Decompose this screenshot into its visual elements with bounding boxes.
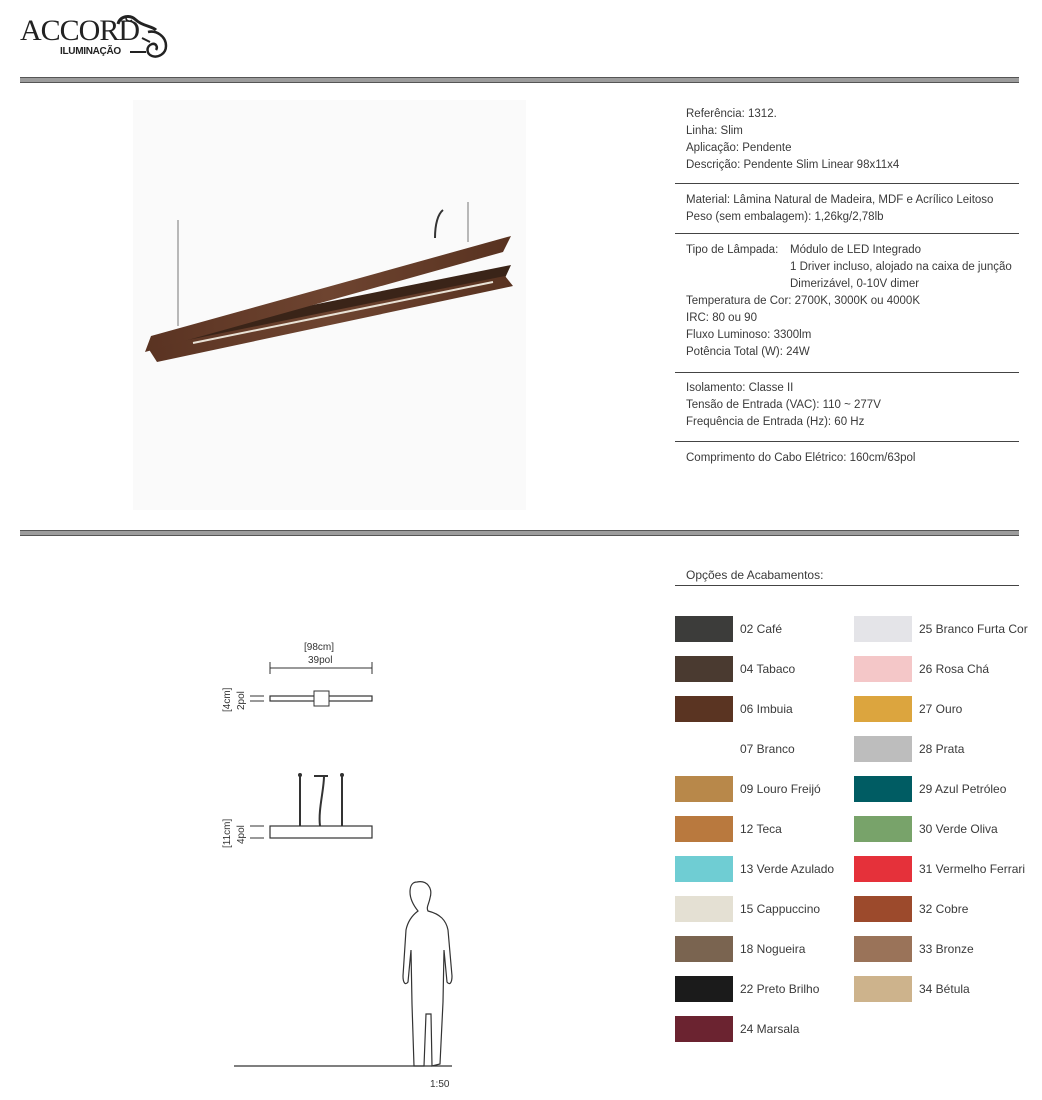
spec-weight: Peso (sem embalagem): 1,26kg/2,78lb bbox=[686, 211, 884, 223]
spec-lamp-type-values bbox=[790, 242, 1012, 293]
finish-swatch bbox=[854, 856, 912, 882]
finish-label: 04 Tabaco bbox=[740, 662, 796, 676]
pendant-lamp-illustration bbox=[133, 100, 526, 510]
finish-swatch bbox=[675, 776, 733, 802]
finish-swatch bbox=[854, 976, 912, 1002]
dimension-width-pol: 39pol bbox=[308, 655, 333, 666]
spec-insulation: Isolamento: Classe II bbox=[686, 382, 794, 394]
spec-application: Aplicação: Pendente bbox=[686, 142, 792, 154]
bird-logo-icon bbox=[112, 12, 174, 64]
finish-swatch bbox=[675, 936, 733, 962]
spec-block-cable bbox=[686, 450, 1019, 467]
finishes-divider bbox=[675, 585, 1019, 586]
spec-reference: Referência: 1312. bbox=[686, 108, 777, 120]
spec-voltage: Tensão de Entrada (VAC): 110 ~ 277V bbox=[686, 399, 881, 411]
dimension-depth-cm: [4cm] bbox=[222, 687, 233, 712]
spec-lamp-type-label: Tipo de Lâmpada: bbox=[686, 244, 779, 256]
finish-swatch bbox=[675, 856, 733, 882]
finish-label: 34 Bétula bbox=[919, 982, 970, 996]
finish-label: 02 Café bbox=[740, 622, 783, 636]
finish-swatch bbox=[854, 816, 912, 842]
product-photo bbox=[133, 100, 526, 510]
spec-line: Linha: Slim bbox=[686, 125, 743, 137]
finish-swatch bbox=[675, 976, 733, 1002]
spec-color-temperature: Temperatura de Cor: 2700K, 3000K ou 4000K bbox=[686, 295, 920, 307]
finish-swatch bbox=[675, 616, 733, 642]
spec-frequency: Frequência de Entrada (Hz): 60 Hz bbox=[686, 416, 865, 428]
spec-power: Potência Total (W): 24W bbox=[686, 346, 810, 358]
spec-divider bbox=[675, 233, 1019, 234]
finish-label: 18 Nogueira bbox=[740, 942, 806, 956]
dimension-height-cm: [11cm] bbox=[222, 818, 233, 848]
spec-divider bbox=[675, 441, 1019, 442]
spec-divider bbox=[675, 183, 1019, 184]
finish-swatch bbox=[854, 936, 912, 962]
finish-swatch bbox=[675, 656, 733, 682]
finish-swatch bbox=[675, 816, 733, 842]
finish-swatch bbox=[675, 696, 733, 722]
finish-swatch bbox=[854, 736, 912, 762]
spec-irc: IRC: 80 ou 90 bbox=[686, 312, 757, 324]
spec-lamp-type bbox=[686, 242, 1019, 293]
finish-label: 15 Cappuccino bbox=[740, 902, 821, 916]
finish-swatch bbox=[675, 1016, 733, 1042]
technical-drawing bbox=[200, 630, 480, 1090]
spec-block-identification bbox=[686, 106, 1019, 174]
finish-label: 06 Imbuia bbox=[740, 702, 793, 716]
finish-label: 13 Verde Azulado bbox=[740, 862, 835, 876]
spec-lamp-type-value: Dimerizável, 0-10V dimer bbox=[790, 278, 920, 290]
spec-material: Material: Lâmina Natural de Madeira, MDF e Acrílico Leitoso bbox=[686, 194, 994, 206]
spec-block-electrical bbox=[686, 380, 1019, 431]
finish-swatch bbox=[675, 896, 733, 922]
spec-lamp-type-value: Módulo de LED Integrado bbox=[790, 244, 922, 256]
finish-label: 32 Cobre bbox=[919, 902, 969, 916]
finish-label: 28 Prata bbox=[919, 742, 965, 756]
finish-label: 24 Marsala bbox=[740, 1022, 800, 1036]
spec-divider bbox=[675, 372, 1019, 373]
brand-logo bbox=[20, 12, 180, 64]
finish-swatch bbox=[854, 616, 912, 642]
drawing-scale: 1:50 bbox=[430, 1079, 450, 1090]
header-divider bbox=[20, 77, 1019, 83]
spec-luminous-flux: Fluxo Luminoso: 3300lm bbox=[686, 329, 812, 341]
spec-block-material bbox=[686, 192, 1019, 226]
finish-swatch bbox=[854, 776, 912, 802]
finishes-title: Opções de Acabamentos: bbox=[686, 568, 824, 582]
spec-description: Descrição: Pendente Slim Linear 98x11x4 bbox=[686, 159, 900, 171]
finish-label: 09 Louro Freijó bbox=[740, 782, 821, 796]
finish-label: 07 Branco bbox=[740, 742, 795, 756]
finish-label: 12 Teca bbox=[740, 822, 782, 836]
dimension-height-pol: 4pol bbox=[236, 825, 247, 844]
finish-label: 29 Azul Petróleo bbox=[919, 782, 1007, 796]
spec-cable-length: Comprimento do Cabo Elétrico: 160cm/63pol bbox=[686, 452, 916, 464]
finish-label: 27 Ouro bbox=[919, 702, 963, 716]
finish-swatch bbox=[854, 896, 912, 922]
finish-label: 31 Vermelho Ferrari bbox=[919, 862, 1026, 876]
human-scale-figure bbox=[403, 882, 452, 1066]
spec-lamp-type-value: 1 Driver incluso, alojado na caixa de junção bbox=[790, 261, 1012, 273]
finish-swatch bbox=[675, 736, 733, 762]
finish-label: 33 Bronze bbox=[919, 942, 974, 956]
finish-swatch bbox=[854, 656, 912, 682]
spec-block-lamp bbox=[686, 242, 1019, 361]
finish-label: 26 Rosa Chá bbox=[919, 662, 990, 676]
dimension-depth-pol: 2pol bbox=[236, 691, 247, 710]
finish-label: 25 Branco Furta Cor bbox=[919, 622, 1028, 636]
finish-label: 30 Verde Oliva bbox=[919, 822, 998, 836]
logo-subtitle: ILUMINAÇÃO bbox=[60, 46, 121, 57]
dimension-width-cm: [98cm] bbox=[304, 642, 335, 653]
section-divider bbox=[20, 530, 1019, 536]
finish-swatch bbox=[854, 696, 912, 722]
finish-label: 22 Preto Brilho bbox=[740, 982, 820, 996]
logo-wordmark: ACCORD bbox=[20, 14, 140, 47]
